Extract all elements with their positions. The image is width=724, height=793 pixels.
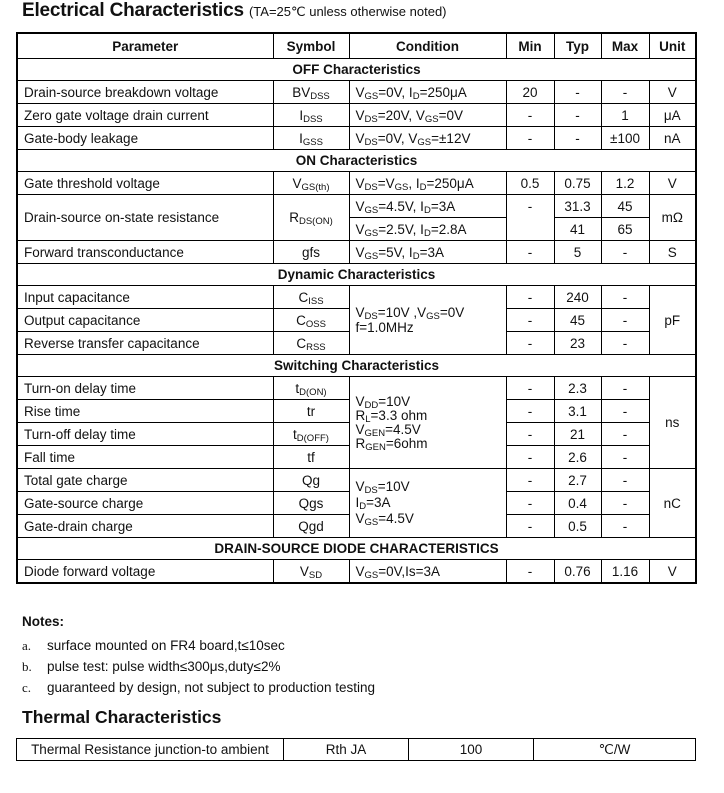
cond-var: I <box>408 244 413 260</box>
condition-cell <box>349 172 506 195</box>
min-cell: - <box>506 400 554 423</box>
typ-cell: 0.5 <box>554 515 601 538</box>
symbol-cell <box>273 423 349 446</box>
cond-sub: D <box>423 227 431 239</box>
cond-var: V <box>355 198 365 214</box>
table-row <box>17 104 696 127</box>
max-cell: 65 <box>601 218 649 241</box>
min-cell: - <box>506 469 554 492</box>
section-row <box>17 150 696 172</box>
condition-line: f=1.0MHz <box>355 320 414 335</box>
cond-var: I <box>420 221 424 237</box>
cond-value: =3.3 ohm <box>370 407 428 423</box>
cond-value: =0V,Is=3A <box>378 563 441 579</box>
table-row <box>17 739 696 761</box>
max-cell: - <box>601 81 649 104</box>
cond-value: =0V, <box>377 130 409 146</box>
note-item <box>22 677 375 698</box>
unit-cell: ns <box>649 377 696 469</box>
cond-sub: GS <box>424 113 439 125</box>
cond-value: =±12V <box>431 130 471 146</box>
symbol-cell <box>273 309 349 332</box>
section-row <box>17 59 696 81</box>
cond-var: V <box>417 305 427 320</box>
cond-var: I <box>355 495 360 510</box>
cond-var: V <box>355 479 365 494</box>
symbol-cell: Qgs <box>273 492 349 515</box>
cond-var: V <box>415 107 425 123</box>
unit-cell: mΩ <box>649 195 696 241</box>
min-cell: - <box>506 332 554 355</box>
min-cell: - <box>506 446 554 469</box>
cond-var: V <box>355 84 365 100</box>
param-cell: Turn-on delay time <box>17 377 273 400</box>
header-row <box>17 33 696 59</box>
typ-cell: 0.75 <box>554 172 601 195</box>
table-row <box>17 377 696 400</box>
condition-cell-charge <box>349 469 506 538</box>
condition-cell <box>349 560 506 584</box>
typ-cell: - <box>554 81 601 104</box>
cond-value: =3A <box>430 198 456 214</box>
param-cell: Gate threshold voltage <box>17 172 273 195</box>
param-cell: Reverse transfer capacitance <box>17 332 273 355</box>
condition-cell-switching <box>349 377 506 469</box>
symbol-cell: Qgd <box>273 515 349 538</box>
cond-sub: GS <box>364 517 379 528</box>
symbol-cell: gfs <box>273 241 349 264</box>
col-header-parameter: Parameter <box>17 33 273 59</box>
col-header-min: Min <box>506 33 554 59</box>
param-cell: Diode forward voltage <box>17 560 273 584</box>
note-text: surface mounted on FR4 board,t≤10sec <box>47 638 285 653</box>
min-cell: 0.5 <box>506 172 554 195</box>
symbol-main: C <box>296 312 306 328</box>
typ-cell: 31.3 <box>554 195 601 218</box>
condition-line <box>356 409 500 423</box>
table-row <box>17 172 696 195</box>
symbol-cell <box>273 104 349 127</box>
condition-cell <box>349 241 506 264</box>
cond-sub: DS <box>364 311 378 322</box>
max-cell: 45 <box>601 195 649 218</box>
condition-line <box>356 423 500 437</box>
cond-value: = <box>377 175 386 191</box>
note-item <box>22 635 375 656</box>
symbol-sub: RSS <box>306 341 326 353</box>
cond-var: V <box>355 421 365 437</box>
max-cell: ±100 <box>601 127 649 150</box>
symbol-main: t <box>293 426 297 442</box>
param-cell: Gate-drain charge <box>17 515 273 538</box>
note-item <box>22 656 375 677</box>
cond-sub: DS <box>364 485 378 496</box>
symbol-cell <box>273 560 349 584</box>
note-marker: b. <box>22 658 32 674</box>
param-cell: Thermal Resistance junction-to ambient <box>17 739 284 761</box>
col-header-condition: Condition <box>349 33 506 59</box>
typ-cell: 0.76 <box>554 560 601 584</box>
param-cell: Input capacitance <box>17 286 273 309</box>
max-cell: - <box>601 309 649 332</box>
max-cell: - <box>601 423 649 446</box>
param-cell: Zero gate voltage drain current <box>17 104 273 127</box>
typ-cell: 240 <box>554 286 601 309</box>
unit-cell: S <box>649 241 696 264</box>
param-cell: Drain-source breakdown voltage <box>17 81 273 104</box>
condition-cell <box>349 127 506 150</box>
electrical-characteristics-table <box>16 32 697 584</box>
symbol-cell: Rth JA <box>284 739 409 761</box>
col-header-symbol: Symbol <box>273 33 349 59</box>
unit-cell: V <box>649 560 696 584</box>
max-cell: - <box>601 515 649 538</box>
section-row <box>17 538 696 560</box>
thermal-title: Thermal Characteristics <box>22 707 222 727</box>
condition-cell <box>349 81 506 104</box>
condition-cell <box>349 104 506 127</box>
cond-value: =2.5V, <box>378 221 421 237</box>
cond-var: V <box>355 175 365 191</box>
typ-cell: 23 <box>554 332 601 355</box>
typ-cell: 2.3 <box>554 377 601 400</box>
param-cell: Gate-source charge <box>17 492 273 515</box>
title-condition-note: (TA=25℃ unless otherwise noted) <box>248 4 447 19</box>
symbol-cell <box>273 286 349 309</box>
condition-cell-dynamic <box>349 286 506 355</box>
min-cell: - <box>506 492 554 515</box>
cond-value: =0V <box>438 107 464 123</box>
min-cell: - <box>506 515 554 538</box>
table-row <box>17 469 696 492</box>
note-marker: a. <box>22 637 32 653</box>
table-row <box>17 241 696 264</box>
cond-sub: GS <box>417 136 432 148</box>
cond-sub: D <box>412 250 420 262</box>
cond-sub: GS <box>394 181 409 193</box>
symbol-main: V <box>292 175 302 191</box>
typ-cell: 3.1 <box>554 400 601 423</box>
col-header-typ: Typ <box>554 33 601 59</box>
cond-sub: GS <box>426 311 440 322</box>
max-cell: - <box>601 492 649 515</box>
cond-var: V <box>355 244 365 260</box>
cond-var: V <box>408 130 418 146</box>
cond-var: V <box>355 511 365 526</box>
max-cell: 1.2 <box>601 172 649 195</box>
section-switching: Switching Characteristics <box>17 355 696 377</box>
cond-value: =3A <box>419 244 444 260</box>
table-row <box>17 81 696 104</box>
cond-sub: GS <box>364 569 379 581</box>
max-cell: - <box>601 286 649 309</box>
symbol-main: t <box>295 380 300 396</box>
page-title <box>22 0 447 22</box>
cond-value: =3A <box>366 495 391 510</box>
cond-value: =4.5V <box>385 421 421 437</box>
typ-cell: 2.7 <box>554 469 601 492</box>
value-cell: 100 <box>409 739 534 761</box>
typ-cell: 41 <box>554 218 601 241</box>
cond-var: I <box>408 84 413 100</box>
col-header-unit: Unit <box>649 33 696 59</box>
cond-var: R <box>355 435 366 451</box>
cond-sub: GS <box>364 250 379 262</box>
condition-cell <box>349 195 506 218</box>
symbol-cell <box>273 127 349 150</box>
unit-cell: nA <box>649 127 696 150</box>
symbol-cell <box>273 172 349 195</box>
max-cell: 1.16 <box>601 560 649 584</box>
cond-value: =4.5V, <box>378 198 421 214</box>
param-cell: Output capacitance <box>17 309 273 332</box>
cond-sub: DS <box>364 181 378 193</box>
typ-cell: - <box>554 104 601 127</box>
min-cell: - <box>506 377 554 400</box>
cond-sub: DD <box>364 399 379 411</box>
symbol-sub: SD <box>308 569 323 581</box>
typ-cell: 0.4 <box>554 492 601 515</box>
symbol-main: C <box>296 335 307 351</box>
symbol-main: I <box>299 107 304 123</box>
cond-var: R <box>355 407 366 423</box>
unit-cell: pF <box>649 286 696 355</box>
max-cell: 1 <box>601 104 649 127</box>
symbol-main: BV <box>292 84 311 100</box>
cond-var: I <box>415 175 420 191</box>
table-row <box>17 560 696 584</box>
cond-value: =20V, <box>377 107 416 123</box>
symbol-sub: OSS <box>305 318 326 330</box>
cond-value: =250μA <box>419 84 467 100</box>
cond-value: =10V <box>377 479 410 494</box>
cond-sub: GS <box>364 204 379 216</box>
symbol-cell <box>273 195 349 241</box>
cond-sub: GEN <box>365 441 386 453</box>
cond-sub: D <box>423 204 431 216</box>
param-cell: Fall time <box>17 446 273 469</box>
cond-value: =5V, <box>378 244 409 260</box>
section-off: OFF Characteristics <box>17 59 696 81</box>
section-dynamic: Dynamic Characteristics <box>17 264 696 286</box>
unit-cell: ℃/W <box>534 739 696 761</box>
symbol-main: I <box>299 130 303 146</box>
thermal-table <box>16 738 696 761</box>
max-cell: - <box>601 469 649 492</box>
symbol-sub: DSS <box>303 113 323 125</box>
cond-var: V <box>385 175 395 191</box>
cond-value: =4.5V <box>378 511 414 526</box>
symbol-sub: D(OFF) <box>296 432 329 444</box>
title-main: Electrical Characteristics <box>22 0 244 21</box>
symbol-main: V <box>299 563 309 579</box>
cond-value: =0V, <box>378 84 409 100</box>
section-row <box>17 355 696 377</box>
section-diode: DRAIN-SOURCE DIODE CHARACTERISTICS <box>17 538 696 560</box>
condition-line <box>356 305 500 320</box>
symbol-sub: DS(ON) <box>298 216 333 227</box>
max-cell: - <box>601 400 649 423</box>
symbol-cell <box>273 332 349 355</box>
symbol-cell: Qg <box>273 469 349 492</box>
note-text: guaranteed by design, not subject to production testing <box>47 680 375 695</box>
max-cell: - <box>601 241 649 264</box>
typ-cell: 21 <box>554 423 601 446</box>
min-cell: - <box>506 560 554 584</box>
unit-cell: nC <box>649 469 696 538</box>
cond-var: V <box>355 305 365 320</box>
symbol-sub: GS(th) <box>301 181 330 193</box>
unit-cell: V <box>649 81 696 104</box>
cond-sub: L <box>365 413 371 425</box>
cond-sub: GS <box>364 227 379 239</box>
unit-cell: V <box>649 172 696 195</box>
cond-var: V <box>355 393 365 409</box>
min-cell: 20 <box>506 81 554 104</box>
notes-title: Notes: <box>22 614 65 629</box>
section-row <box>17 264 696 286</box>
cond-sub: D <box>419 181 427 193</box>
param-cell: Total gate charge <box>17 469 273 492</box>
cond-sub: GEN <box>364 427 386 439</box>
symbol-cell: tr <box>273 400 349 423</box>
param-cell: Turn-off delay time <box>17 423 273 446</box>
cond-var: V <box>355 107 365 123</box>
symbol-sub: ISS <box>308 295 324 307</box>
max-cell: - <box>601 332 649 355</box>
param-cell: Rise time <box>17 400 273 423</box>
param-cell: Drain-source on-state resistance <box>17 195 273 241</box>
table-row <box>17 127 696 150</box>
cond-var: I <box>420 198 424 214</box>
cond-value: =6ohm <box>385 435 428 451</box>
symbol-sub: GSS <box>302 136 323 148</box>
min-cell: - <box>506 309 554 332</box>
cond-sub: GS <box>364 90 379 102</box>
cond-value: =2.8A <box>430 221 467 237</box>
section-on: ON Characteristics <box>17 150 696 172</box>
cond-sub: D <box>359 501 367 512</box>
cond-value: =0V <box>439 305 465 320</box>
condition-line <box>356 495 500 511</box>
param-cell: Gate-body leakage <box>17 127 273 150</box>
symbol-cell <box>273 81 349 104</box>
cond-sub: DS <box>364 136 378 148</box>
min-cell: - <box>506 241 554 264</box>
cond-var: V <box>355 563 365 579</box>
min-cell: - <box>506 195 554 241</box>
cond-value: , <box>408 175 416 191</box>
cond-value: =10V <box>378 393 411 409</box>
symbol-sub: DSS <box>310 90 330 102</box>
table-row <box>17 286 696 309</box>
col-header-max: Max <box>601 33 649 59</box>
symbol-main: R <box>289 210 299 225</box>
condition-line <box>356 479 500 495</box>
typ-cell: 2.6 <box>554 446 601 469</box>
max-cell: - <box>601 446 649 469</box>
note-text: pulse test: pulse width≤300μs,duty≤2% <box>47 659 281 674</box>
max-cell: - <box>601 377 649 400</box>
min-cell: - <box>506 286 554 309</box>
condition-line <box>356 511 500 527</box>
condition-cell <box>349 218 506 241</box>
cond-sub: D <box>412 90 420 102</box>
symbol-sub: D(ON) <box>299 386 327 398</box>
condition-line <box>356 437 500 451</box>
unit-cell: μA <box>649 104 696 127</box>
cond-var: V <box>355 130 365 146</box>
min-cell: - <box>506 127 554 150</box>
typ-cell: 45 <box>554 309 601 332</box>
condition-line <box>356 395 500 409</box>
cond-value: =10V , <box>377 305 418 320</box>
symbol-cell <box>273 377 349 400</box>
typ-cell: - <box>554 127 601 150</box>
param-cell: Forward transconductance <box>17 241 273 264</box>
min-cell: - <box>506 104 554 127</box>
table-row <box>17 195 696 218</box>
note-marker: c. <box>22 679 32 695</box>
notes-section <box>22 614 375 698</box>
symbol-cell: tf <box>273 446 349 469</box>
cond-var: V <box>355 221 365 237</box>
typ-cell: 5 <box>554 241 601 264</box>
cond-value: =250μA <box>426 175 474 191</box>
min-cell: - <box>506 423 554 446</box>
symbol-main: C <box>298 289 309 305</box>
cond-sub: DS <box>364 113 378 125</box>
